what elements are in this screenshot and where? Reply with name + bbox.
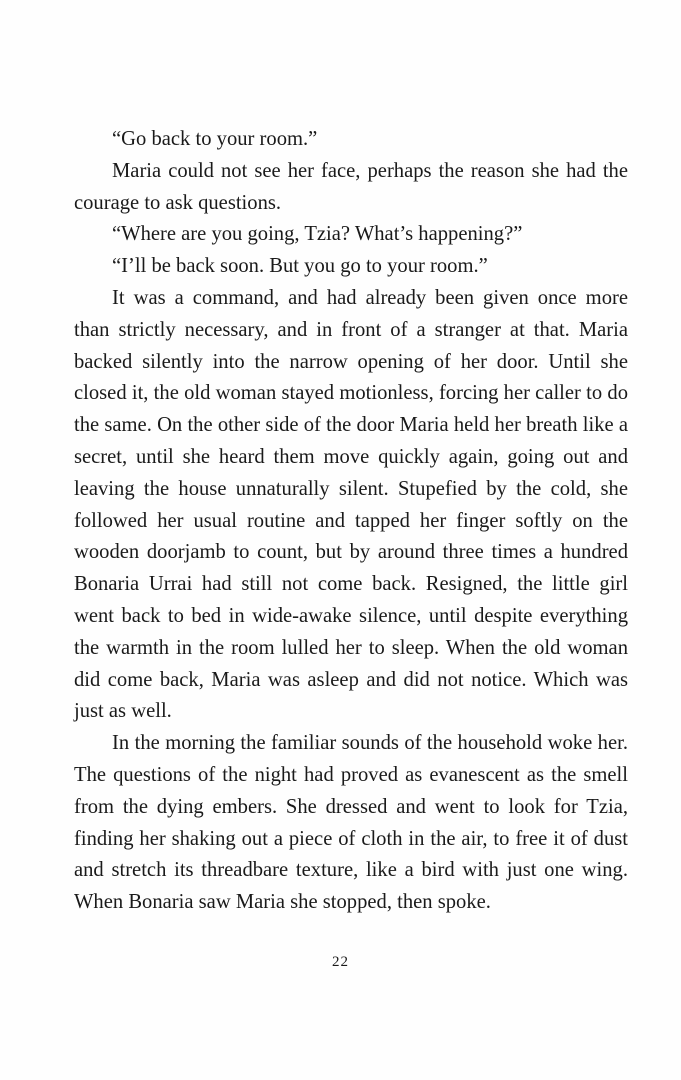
paragraph: Maria could not see her face, perhaps the reason she had the courage to ask questions. [74,159,628,214]
paragraph: In the morning the familiar sounds of the household woke her. The questions of the night had proved as evanescent as the smell from the dying embers. She dressed and went to look for Tzia, finding her shaking out a piece of cloth in the air, to free it of dust and stretch its threadbare texture, like a bird with just one wing. When Bonaria saw Maria she stopped, then spoke. [74,732,628,914]
paragraph: “Where are you going, Tzia? What’s happening?” [112,223,523,246]
page-number: 22 [332,954,349,970]
paragraph: “Go back to your room.” [112,128,318,150]
paragraph: “I’ll be back soon. But you go to your room.” [112,255,488,278]
body-text [74,124,628,919]
paragraph: It was a command, and had already been given once more than strictly necessary, and in front of a stranger at that. Maria backed silently into the narrow opening of her door. Until she closed it, the old woman stayed motionless, forcing her caller to do the same. On the other side of the door Maria held her breath like a secret, until she heard them move quickly again, going out and leaving the house unnaturally silent. Stupefied by the cold, she followed her usual routine and tapped her finger softly on the wooden doorjamb to count, but by around three times a hundred Bonaria Urrai had still not come back. Resigned, the little girl went back to bed in wide-awake silence, until despite everything the warmth in the room lulled her to sleep. When the old woman did come back, Maria was asleep and did not notice. Which was just as well. [74,286,628,723]
